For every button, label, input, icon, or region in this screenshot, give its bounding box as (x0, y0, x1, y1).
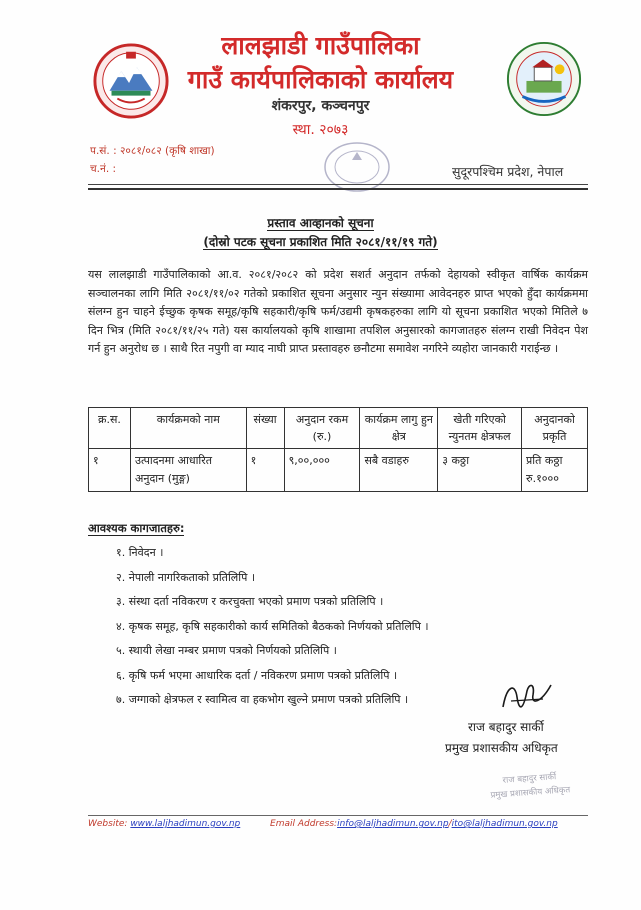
cell-area: सबै वडाहरु (360, 449, 438, 492)
list-item: १. निवेदन । (116, 546, 164, 559)
cell-grant-amount: ९,००,००० (284, 449, 360, 492)
cell-count: १ (246, 449, 284, 492)
province-name: सुदूरपश्चिम प्रदेश, नेपाल (452, 164, 564, 179)
cell-grant-type: प्रति कठ्ठा रु.१००० (522, 449, 588, 492)
cell-serial: १ (89, 449, 131, 492)
header-grant-amount: अनुदान रकम (रु.) (284, 408, 360, 449)
website-link[interactable]: www.laljhadimun.gov.np (130, 819, 241, 829)
website-label: Website: (88, 819, 128, 829)
header-divider (88, 184, 588, 185)
reference-number: प.सं. : २०८१/०८२ (कृषि शाखा) (90, 145, 215, 157)
list-item: ५. स्थायी लेखा नम्बर प्रमाण पत्रको निर्णयको प्रतिलिपि । (116, 644, 337, 657)
signatory-stamp (489, 769, 571, 802)
header-serial: क्र.स. (89, 408, 131, 449)
notice-body: यस लालझाडी गाउँपालिकाको आ.व. २०८१/२०८२ को प्रदेश सशर्त अनुदान तर्फको देहायको स्वीकृत वार्षिक कार्यक्रम सञ्चालनका लागि मिति २०८१/११/०२ गतेको प्रकाशित सूचना अनुसार न्युन संख्यामा आवेदनहरु प्राप्त भएको हुँदा कार्यक्रममा संलग्न हुन चाहने ईच्छुक कृषक समूह/कृषि सहकारी/कृषि फर्म/उद्यमी कृषकहरुका लागि यो सूचना प्रकाशित भएको मितिले ७ दिन भित्र (मिति २०८१/११/२५ गते) यस कार्यालयको कृषि शाखामा तपशिल अनुसारको कागजातहरु संलग्न राखी निवेदन पेश गर्न हुन अनुरोध छ । साथै रित नपुगी वा म्याद नाघी प्राप्त प्रस्तावहरु छनौटमा समावेश नगरिने व्यहोरा जानकारी गराईन्छ । (88, 268, 588, 356)
table-header-row (89, 408, 588, 449)
cell-program-name: उत्पादनमा आधारित अनुदान (मुङ्ग) (130, 449, 246, 492)
email-link-info[interactable]: info@laljhadimun.gov.np (337, 819, 449, 829)
notice-subject: प्रस्ताव आव्हानको सूचना (267, 216, 374, 230)
header-grant-type: अनुदानको प्रकृति (522, 408, 588, 449)
established-year: स्था. २०७३ (292, 122, 349, 138)
table-row (89, 449, 588, 492)
documents-heading: आवश्यक कागजातहरु: (88, 521, 185, 535)
footer (88, 819, 558, 829)
municipality-name: लालझाडी गाउँपालिका (221, 31, 420, 60)
email-separator: / (448, 819, 452, 829)
email-link-ito[interactable]: ito@laljhadimun.gov.np (451, 819, 558, 829)
signatory-title: प्रमुख प्रशासकीय अधिकृत (445, 741, 558, 755)
header-min-land: खेती गरिएको न्युनतम क्षेत्रफल (438, 408, 522, 449)
header-divider-thick (88, 188, 588, 190)
email-label: Email Address: (270, 819, 338, 829)
list-item: ७. जग्गाको क्षेत्रफल र स्वामित्व वा हकभोग खुल्ने प्रमाण पत्रको प्रतिलिपि । (116, 693, 409, 706)
cell-min-land: ३ कठ्ठा (438, 449, 522, 492)
list-item: ४. कृषक समूह, कृषि सहकारीको कार्य समितिको बैठकको निर्णयको प्रतिलिपि । (116, 619, 429, 633)
list-item: ६. कृषि फर्म भएमा आधारिक दर्ता / नविकरण प्रमाण पत्रको प्रतिलिपि । (116, 668, 398, 682)
notice-subtitle: (दोस्रो पटक सूचना प्रकाशित मिति २०८१/११/१९ गते) (203, 235, 438, 249)
signatory-name: राज बहादुर सार्की (468, 720, 544, 734)
office-seal (322, 140, 392, 195)
stamp-line-title: प्रमुख प्रशासकीय अधिकृत (490, 785, 571, 801)
header-program-name: कार्यक्रमको नाम (130, 408, 246, 449)
program-table (88, 407, 588, 492)
list-item: २. नेपाली नागरिकताको प्रतिलिपि । (116, 570, 256, 584)
list-item: ३. संस्था दर्ता नविकरण र करचुक्ता भएको प्रमाण पत्रको प्रतिलिपि । (116, 595, 384, 608)
documents-list (116, 541, 429, 713)
header-area: कार्यक्रम लागु हुन क्षेत्र (360, 408, 438, 449)
footer-divider (88, 815, 588, 816)
office-name: गाउँ कार्यपालिकाको कार्यालय (187, 65, 454, 94)
office-location: शंकरपुर, कञ्चनपुर (271, 98, 370, 114)
dispatch-number: च.नं. : (90, 163, 117, 175)
header-count: संख्या (246, 408, 284, 449)
stamp-line-name: राज बहादुर सार्की (502, 772, 557, 786)
signature (497, 677, 557, 715)
